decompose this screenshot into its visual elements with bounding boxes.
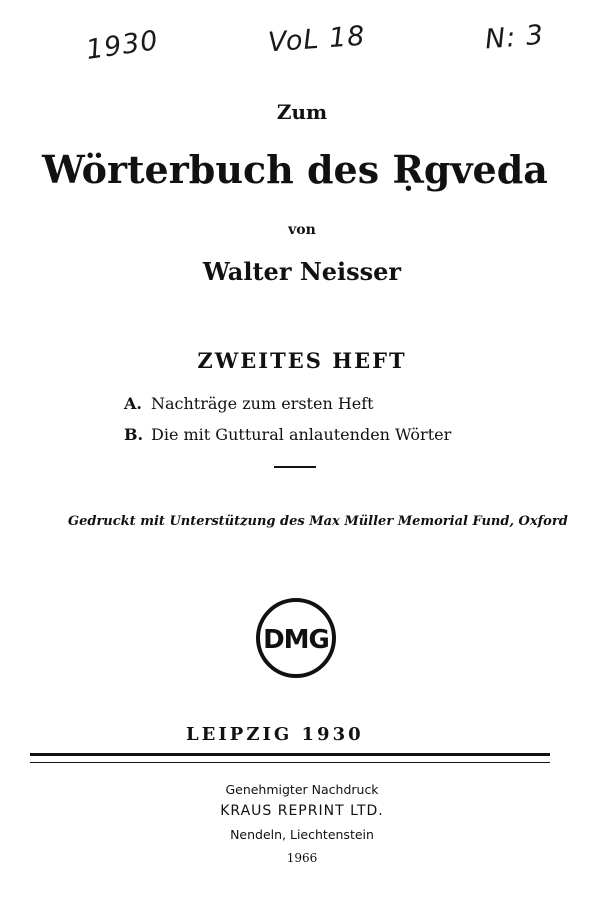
logo-text: DMG <box>263 625 329 655</box>
divider-thin <box>30 762 550 763</box>
title-prefix: Zum <box>276 100 328 124</box>
contents-marker: A. <box>124 394 142 413</box>
divider-thick <box>30 753 550 756</box>
dmg-logo <box>255 597 337 679</box>
by-label: von <box>288 222 316 238</box>
contents-item-b <box>124 425 451 444</box>
handwritten-volume: VoL 18 <box>267 20 367 59</box>
contents-marker: B. <box>124 425 144 444</box>
contents-text: Die mit Guttural anlautenden Wörter <box>151 425 452 444</box>
handwritten-year: 1930 <box>84 25 161 66</box>
support-note: Gedruckt mit Unterstützung des Max Müller Memorial Fund, Oxford <box>68 514 568 529</box>
handwritten-number: N: 3 <box>483 19 546 56</box>
page-title: Wörterbuch des Ṛgveda <box>42 147 548 192</box>
part-heading: ZWEITES HEFT <box>197 348 407 373</box>
contents-item-a <box>124 394 374 413</box>
author-name: Walter Neisser <box>202 257 402 286</box>
reprint-year: 1966 <box>286 851 318 865</box>
reprint-location: Nendeln, Liechtenstein <box>230 827 374 842</box>
contents-text: Nachträge zum ersten Heft <box>151 394 374 413</box>
divider-short <box>274 466 316 468</box>
reprint-permission: Genehmigter Nachdruck <box>225 782 379 797</box>
reprint-publisher: KRAUS REPRINT LTD. <box>220 803 384 819</box>
place-year: LEIPZIG 1930 <box>186 724 364 745</box>
